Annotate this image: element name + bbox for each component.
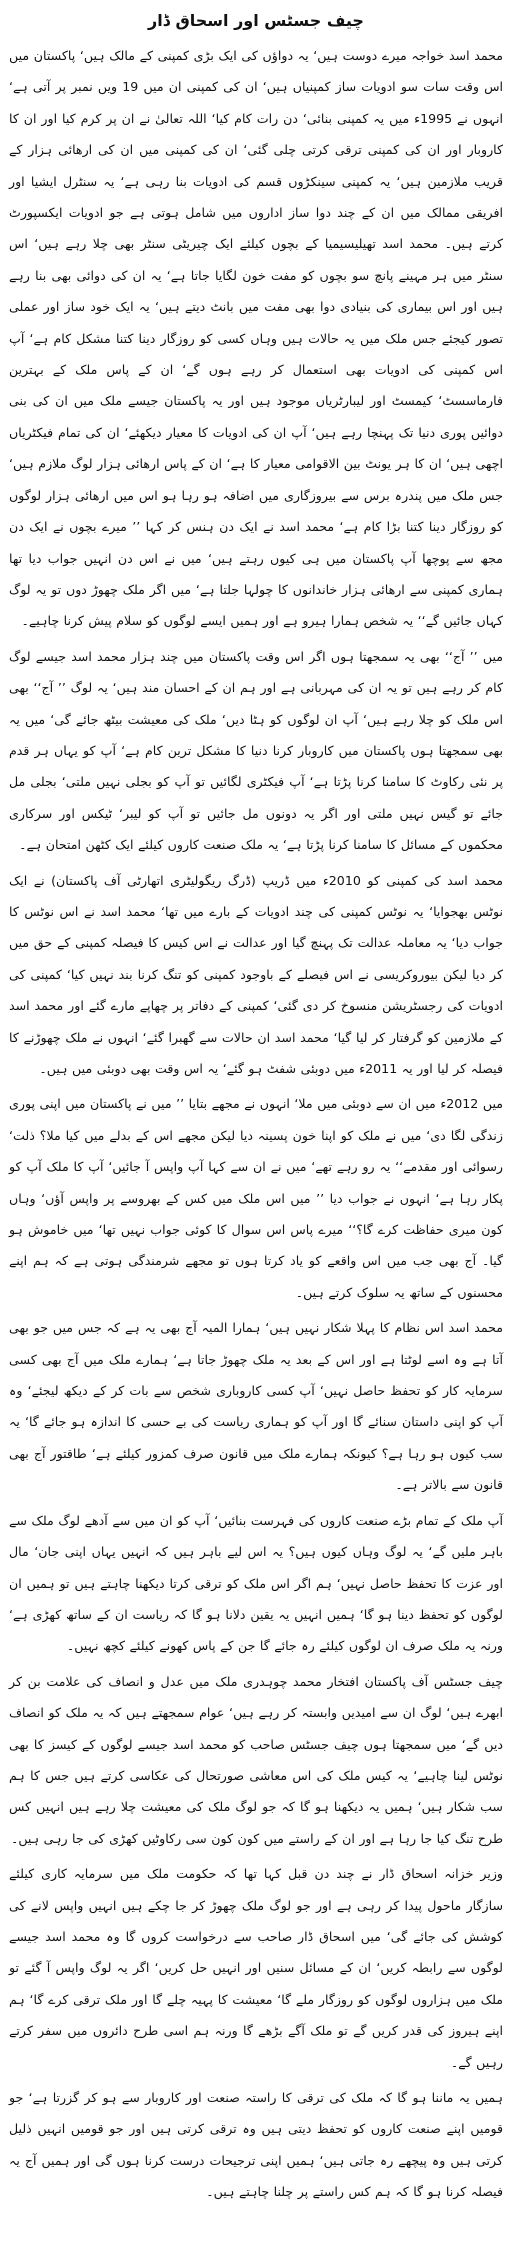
article-paragraph: چیف جسٹس آف پاکستان افتخار محمد چوہدری ملک میں عدل و انصاف کی علامت بن کر ابھرے ہیں‘ لوگ ان سے امیدیں وابستہ کر رہے ہیں‘ عوام سمجھتے ہیں کہ یہ ملک کو انصاف دیں گے‘ میں سمجھتا ہوں چیف جسٹس صاحب کو محمد اسد جیسے لوگوں کے کیسز کا بھی نوٹس لینا چاہیے‘ یہ کیس ملک کی اس معاشی صورتحال کی عکاسی کرتے ہیں جس کا ہم سب شکار ہیں‘ ہمیں یہ دیکھنا ہو گا کہ جو لوگ ملک کی معیشت چلا رہے ہیں انہیں کس طرح تنگ کیا جا رہا ہے اور ان کے راستے میں کون کون سی رکاوٹیں کھڑی کی جا رہی ہیں۔ [9,1673,503,1846]
article-headline: چیف جسٹس اور اسحاق ڈار [148,11,364,30]
article-paragraph: میں 2012ء میں ان سے دوبئی میں ملا‘ انہوں نے مجھے بتایا ’’ میں نے پاکستان میں اپنی پوری زندگی لگا دی‘ میں نے ملک کو اپنا خون پسینہ دیا لیکن مجھے اس کے بدلے میں کیا ملا؟ ذلت‘ رسوائی اور مقدمے‘‘ یہ رو رہے تھے‘ میں نے ان سے کہا آپ واپس آ جائیں‘ آپ کا ملک آپ کو پکار رہا ہے‘ انہوں نے جواب دیا ’’ میں اس ملک میں کس کے بھروسے پر واپس آؤں‘ وہاں کون میری حفاظت کرے گا؟‘‘ میرے پاس اس سوال کا کوئی جواب نہیں تھا‘ میں خاموش ہو گیا۔ آج بھی جب میں اس واقعے کو یاد کرتا ہوں تو مجھے شرمندگی ہوتی ہے کہ ہم اپنے محسنوں کے ساتھ یہ سلوک کرتے ہیں۔ [9,1096,504,1300]
article-paragraph: آپ ملک کے تمام بڑے صنعت کاروں کی فہرست بنائیں‘ آپ کو ان میں سے آدھے لوگ ملک سے باہر ملیں گے‘ یہ لوگ وہاں کیوں ہیں؟ یہ اس لیے باہر ہیں کہ انہیں یہاں اپنی جان‘ مال اور عزت کا تحفظ حاصل نہیں‘ ہم اگر اس ملک کو ترقی کرتا دیکھنا چاہتے ہیں تو ہمیں ان لوگوں کو تحفظ دینا ہو گا‘ ہمیں انہیں یہ یقین دلانا ہو گا کہ ریاست ان کے ساتھ کھڑی ہے‘ ورنہ یہ ملک صرف ان لوگوں کیلئے رہ جائے گا جن کے پاس کھونے کیلئے کچھ نہیں۔ [9,1512,503,1654]
article-paragraph: محمد اسد خواجہ میرے دوست ہیں‘ یہ دواؤں کی ایک بڑی کمپنی کے مالک ہیں‘ پاکستان میں اس وقت سات سو ادویات ساز کمپنیاں ہیں‘ ان کی کمپنی ان میں 19 ویں نمبر پر آتی ہے‘ انہوں نے 1995ء میں یہ کمپنی بنائی‘ دن رات کام کیا‘ اللہ تعالیٰ نے ان پر کرم کیا اور ان کا کاروبار اور ان کی کمپنی ترقی کرتی چلی گئی‘ ان کی کمپنی میں ان کی ارھائی ہزار کے قریب ملازمین ہیں‘ یہ کمپنی سینکڑوں قسم کی ادویات بنا رہی ہے‘ یہ سنٹرل ایشیا اور افریقی ممالک میں ان کے چند دوا ساز اداروں میں شامل ہوتی ہے جو ادویات ایکسپورٹ کرتے ہیں۔ محمد اسد تھیلیسیمیا کے بچوں کیلئے ایک چیریٹی سنٹر بھی چلا رہے ہیں‘ اس سنٹر میں ہر مہینے پانچ سو بچوں کو مفت خون لگایا جاتا ہے‘ یہ ان کی دوائی بھی بنا رہے ہیں اور اس بیماری کی بنیادی دوا بھی مفت میں بانٹ دیتے ہیں‘ یہ ایک خود ساز اور عملی تصور کیجئے جس ملک میں یہ حالات ہیں وہاں کسی کو روزگار دینا کتنا مشکل کام ہے‘ آپ اس کمپنی کی ادویات بھی استعمال کر رہے ہوں گے‘ ان کے پاس ملک کے بہترین فارماسسٹ‘ کیمسٹ اور لیبارٹریاں موجود ہیں اور یہ پاکستان جیسے ملک میں ان کی بنی دوائیں پوری دنیا تک پہنچا رہے ہیں‘ آپ ان کی ادویات کا معیار دیکھئے‘ ان کی تمام فیکٹریاں اچھی ہیں‘ ان کا ہر یونٹ بین الاقوامی معیار کا ہے‘ ان کے پاس ارھائی ہزار لوگ ملازم ہیں‘ جس ملک میں پندرہ برس سے بیروزگاری میں اضافہ ہو رہا ہو اس میں ارھائی ہزار لوگوں کو روزگار دینا کتنا بڑا کام ہے‘ محمد اسد نے ایک دن ہنس کر کہا ’’ میرے بچوں نے ایک دن مجھ سے پوچھا آپ پاکستان میں ہی کیوں رہتے ہیں‘ میں نے اس دن انہیں جواب دیا تھا ہماری کمپنی سے ارھائی ہزار خاندانوں کا چولہا جلتا ہے‘ میں اگر ملک چھوڑ دوں تو یہ لوگ کہاں جائیں گے‘‘ یہ شخص ہمارا ہیرو ہے اور ہمیں ایسے لوگوں کو سلام پیش کرنا چاہیے۔ [9,48,504,629]
article-paragraph: ہمیں یہ ماننا ہو گا کہ ملک کی ترقی کا راستہ صنعت اور کاروبار سے ہو کر گزرتا ہے‘ جو قومیں اپنے صنعت کاروں کو تحفظ دیتی ہیں وہ ترقی کرتی ہیں اور جو قومیں انہیں ذلیل کرتی ہیں وہ پیچھے رہ جاتی ہیں‘ ہمیں اپنی ترجیحات درست کرنا ہوں گی اور ہمیں آج یہ فیصلہ کرنا ہو گا کہ ہم کس راستے پر چلنا چاہتے ہیں۔ [9,2090,503,2200]
article-paragraph: محمد اسد اس نظام کا پہلا شکار نہیں ہیں‘ ہمارا المیہ آج بھی یہ ہے کہ جس میں جو بھی آتا ہے وہ اسے لوٹتا ہے اور اس کے بعد یہ ملک چھوڑ جاتا ہے‘ ہمارے ملک میں آج بھی کسی سرمایہ کار کو تحفظ حاصل نہیں‘ آپ کسی کاروباری شخص سے بات کر کے دیکھ لیجئے‘ وہ آپ کو اپنی داستان سنائے گا اور آپ کو ہماری ریاست کی بے حسی کا اندازہ ہو جائے گا‘ یہ سب کیوں ہو رہا ہے؟ کیونکہ ہمارے ملک میں قانون صرف کمزور کیلئے ہے‘ طاقتور آج بھی قانون سے بالاتر ہے۔ [9,1320,503,1493]
article-paragraph: محمد اسد کی کمپنی کو 2010ء میں ڈریپ (ڈرگ ریگولیٹری اتھارٹی آف پاکستان) نے ایک نوٹس بھجوایا‘ یہ نوٹس کمپنی کی چند ادویات کے بارے میں تھا‘ محمد اسد نے اس نوٹس کا جواب دیا‘ یہ معاملہ عدالت تک پہنچ گیا اور عدالت نے اس کیس کا فیصلہ کمپنی کے حق میں کر دیا لیکن بیوروکریسی نے اس فیصلے کے باوجود کمپنی کو تنگ کرنا بند نہیں کیا‘ کمپنی کی ادویات کی رجسٹریشن منسوخ کر دی گئی‘ کمپنی کے دفاتر پر چھاپے مارے گئے اور محمد اسد کے ملازمین کو گرفتار کر لیا گیا‘ محمد اسد ان حالات سے گھبرا گئے‘ انہوں نے ملک چھوڑنے کا فیصلہ کر لیا اور یہ 2011ء میں دوبئی شفٹ ہو گئے‘ یہ اس وقت بھی دوبئی میں ہیں۔ [9,872,503,1076]
article-paragraph: میں ’’ آج‘‘ بھی یہ سمجھتا ہوں اگر اس وقت پاکستان میں چند ہزار محمد اسد جیسے لوگ کام کر رہے ہیں تو یہ ان کی مہربانی ہے اور ہم ان کے احسان مند ہیں‘ یہ لوگ ’’ آج‘‘ بھی اس ملک کو چلا رہے ہیں‘ آپ ان لوگوں کو ہٹا دیں‘ ملک کی معیشت بیٹھ جائے گی‘ میں یہ بھی سمجھتا ہوں پاکستان میں کاروبار کرنا دنیا کا مشکل ترین کام ہے‘ آپ کو یہاں ہر قدم پر نئی رکاوٹ کا سامنا کرنا پڑتا ہے‘ آپ فیکٹری لگائیں تو آپ کو بجلی نہیں ملتی‘ بجلی مل جائے تو گیس نہیں ملتی اور اگر یہ دونوں مل جائیں تو آپ کو لیبر‘ ٹیکس اور سرکاری محکموں کے مسائل کا سامنا کرنا پڑتا ہے‘ یہ ملک صنعت کاروں کیلئے ایک کٹھن امتحان ہے۔ [9,648,503,853]
article-paragraph: وزیر خزانہ اسحاق ڈار نے چند دن قبل کہا تھا کہ حکومت ملک میں سرمایہ کاری کیلئے سازگار ماحول پیدا کر رہی ہے اور جو لوگ ملک چھوڑ کر جا چکے ہیں انہیں واپس لانے کی کوشش کی جائے گی‘ میں اسحاق ڈار صاحب سے درخواست کروں گا وہ محمد اسد جیسے لوگوں سے رابطہ کریں‘ ان کے مسائل سنیں اور انہیں حل کریں‘ اگر یہ لوگ واپس آ گئے تو ملک میں ہزاروں لوگوں کو روزگار ملے گا‘ معیشت کا پہیہ چلے گا اور ملک ترقی کرے گا‘ ہم اپنے ہیروز کی قدر کریں گے تو ملک آگے بڑھے گا ورنہ ہم اسی طرح دائروں میں سفر کرتے رہیں گے۔ [9,1866,503,2070]
article-body [9,40,503,2208]
